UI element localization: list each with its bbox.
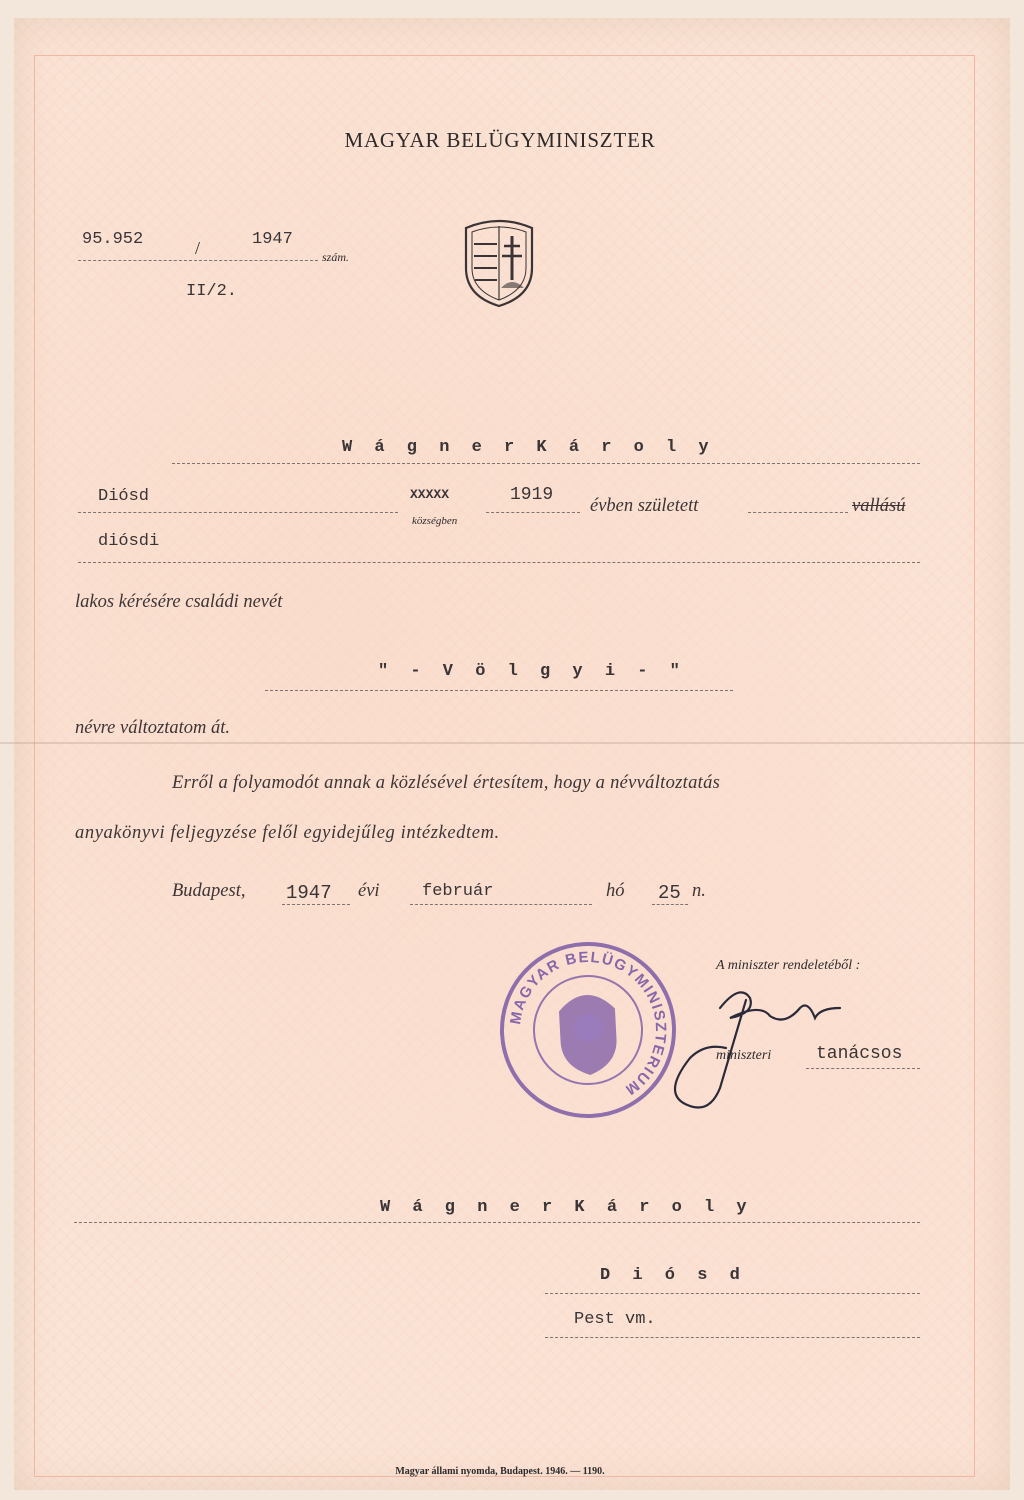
address-county: Pest vm. — [574, 1310, 656, 1329]
date-day: 25 — [658, 882, 681, 904]
notice-paragraph-line-2: anyakönyvi feljegyzése felől egyidejűleg intézkedtem. — [75, 823, 500, 843]
evi-label: évi — [358, 881, 380, 901]
address-town-underline — [545, 1293, 920, 1294]
address-county-underline — [545, 1337, 920, 1338]
date-month-underline — [410, 904, 592, 905]
applicant-name: W á g n e r K á r o l y — [342, 438, 715, 457]
address-name-underline — [74, 1222, 920, 1223]
kozsegben-label: községben — [412, 515, 458, 527]
struck-word: XXXXX — [410, 487, 450, 502]
name-underline — [172, 463, 920, 464]
printer-imprint: Magyar állami nyomda, Budapest. 1946. — 1190. — [395, 1466, 605, 1477]
birthplace-underline — [78, 512, 398, 513]
residence-underline — [78, 562, 920, 563]
hungarian-coat-of-arms-icon — [458, 216, 540, 313]
date-year: 1947 — [286, 882, 332, 904]
reference-underline — [78, 260, 318, 261]
fold-crease — [0, 742, 1024, 744]
reference-slash: / — [195, 238, 201, 258]
birthplace: Diósd — [98, 487, 150, 506]
new-name-underline — [265, 690, 733, 691]
birth-year-underline — [486, 512, 580, 513]
date-month: február — [422, 882, 494, 901]
address-name: W á g n e r K á r o l y — [380, 1198, 753, 1217]
stamp-text: MAGYAR BELÜGYMINISZTERIUM — [507, 948, 670, 1099]
notice-paragraph-line-1: Erről a folyamodót annak a közlésével értesítem, hogy a névváltoztatás — [172, 773, 721, 793]
request-line: lakos kérésére családi nevét — [75, 592, 283, 612]
ho-label: hó — [606, 881, 625, 901]
reference-number: 95.952 — [82, 230, 144, 249]
date-city: Budapest, — [172, 881, 246, 901]
birth-year: 1919 — [510, 485, 554, 505]
n-label: n. — [692, 881, 706, 901]
role-title: tanácsos — [816, 1044, 903, 1064]
religion-underline — [748, 512, 848, 513]
reference-year: 1947 — [252, 230, 293, 249]
date-year-underline — [282, 904, 350, 905]
date-day-underline — [652, 904, 688, 905]
new-family-name: " - V ö l g y i - " — [378, 662, 686, 681]
department-code: II/2. — [186, 282, 238, 301]
change-line: névre változtatom át. — [75, 718, 230, 738]
role-prefix: miniszteri — [716, 1048, 772, 1063]
authority-line: A miniszter rendeletéből : — [716, 958, 861, 973]
role-underline — [806, 1068, 920, 1069]
vallasu-label: vallású — [852, 496, 906, 516]
issuer-title: MAGYAR BELÜGYMINISZTER — [344, 128, 656, 152]
residence: diósdi — [98, 532, 160, 551]
szam-label: szám. — [322, 250, 350, 264]
evben-label: évben született — [590, 496, 699, 516]
address-town: D i ó s d — [600, 1266, 746, 1285]
